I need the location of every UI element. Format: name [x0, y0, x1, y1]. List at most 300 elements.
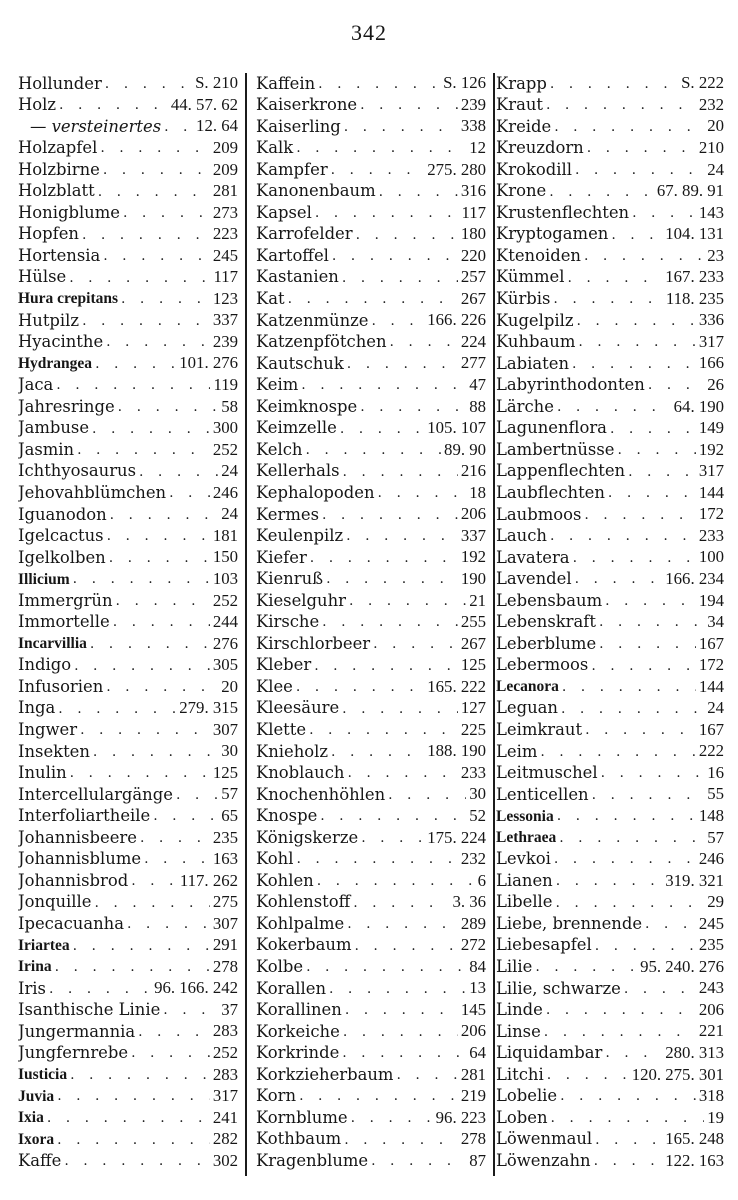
index-entry — [256, 396, 486, 418]
entry-pages: 289 — [460, 913, 486, 933]
index-entry — [496, 138, 724, 160]
entry-pages: 281 — [212, 181, 238, 201]
entry-pages: 96. 223 — [435, 1107, 486, 1127]
entry-pages: 125 — [212, 762, 238, 782]
dot-leader — [103, 249, 210, 263]
entry-term: Knieholz — [256, 741, 329, 761]
entry-pages: 163 — [212, 849, 238, 869]
entry-term: Kohlpalme — [256, 913, 345, 933]
entry-term: Jambuse — [18, 418, 90, 438]
index-entry — [256, 806, 486, 828]
dot-leader — [551, 1111, 705, 1125]
entry-term: Holzbirne — [18, 159, 100, 179]
entry-term: Krokodill — [496, 159, 572, 179]
dot-leader — [92, 422, 210, 436]
entry-term: Kastanien — [256, 267, 339, 287]
index-entry — [18, 1043, 238, 1065]
index-entry — [496, 956, 724, 978]
index-entry — [256, 310, 486, 332]
entry-pages: 104. 131 — [665, 224, 724, 244]
dot-leader — [645, 917, 696, 931]
entry-pages: 319. 321 — [665, 870, 724, 890]
dot-leader — [340, 422, 424, 436]
entry-pages: 64 — [469, 1042, 486, 1062]
dot-leader — [131, 874, 177, 888]
dot-leader — [632, 206, 696, 220]
index-entry — [496, 935, 724, 957]
entry-term: Ipecacuanha — [18, 913, 125, 933]
entry-term: Lessonia — [496, 807, 554, 825]
entry-pages: 172 — [698, 655, 724, 675]
dot-leader — [94, 896, 209, 910]
entry-term: Kokerbaum — [256, 935, 352, 955]
dot-leader — [332, 249, 458, 263]
index-entry — [18, 396, 238, 418]
dot-leader — [82, 228, 210, 242]
dot-leader — [176, 788, 218, 802]
index-entry — [18, 741, 238, 763]
index-entry — [496, 1150, 724, 1172]
dot-leader — [123, 206, 210, 220]
entry-term: Iriartea — [18, 936, 70, 954]
index-entry — [18, 655, 238, 677]
entry-term: Jaca — [18, 375, 54, 395]
entry-term: Kellerhals — [256, 461, 340, 481]
index-entry — [256, 439, 486, 461]
dot-leader — [562, 680, 696, 694]
entry-pages: 241 — [212, 1107, 238, 1127]
index-entry — [18, 73, 238, 95]
entry-pages: 20 — [707, 116, 724, 136]
entry-term: Karrofelder — [256, 224, 353, 244]
entry-term: Kürbis — [496, 289, 551, 309]
dot-leader — [70, 1068, 210, 1082]
dot-leader — [82, 314, 210, 328]
entry-term: Leim — [496, 741, 538, 761]
index-entry — [256, 870, 486, 892]
index-entry — [496, 849, 724, 871]
index-entry — [256, 267, 486, 289]
entry-term: Kelch — [256, 439, 303, 459]
dot-leader — [575, 163, 704, 177]
index-entry — [496, 784, 724, 806]
entry-pages: 316 — [460, 181, 486, 201]
dot-leader — [344, 1133, 458, 1147]
index-entry — [18, 525, 238, 547]
dot-leader — [345, 1003, 458, 1017]
entry-pages: 24 — [221, 504, 238, 524]
index-entry — [496, 288, 724, 310]
dot-leader — [318, 77, 440, 91]
index-entry — [256, 956, 486, 978]
entry-pages: 232 — [698, 94, 724, 114]
entry-pages: 305 — [212, 655, 238, 675]
entry-term: Kaffein — [256, 73, 316, 93]
index-entry — [496, 181, 724, 203]
entry-term: Immergrün — [18, 590, 113, 610]
index-entry — [18, 461, 238, 483]
entry-pages: 172 — [698, 504, 724, 524]
index-entry — [496, 504, 724, 526]
entry-term: Kreuzdorn — [496, 138, 584, 158]
index-entry — [256, 332, 486, 354]
entry-term: Kohlen — [256, 870, 314, 890]
dot-leader — [342, 1046, 466, 1060]
index-entry — [496, 1000, 724, 1022]
entry-pages: 67. 89. 91 — [656, 181, 724, 201]
entry-pages: 120. 275. 301 — [631, 1064, 724, 1084]
entry-pages: 221 — [698, 1021, 724, 1041]
index-entry — [496, 245, 724, 267]
entry-term: Liebesapfel — [496, 935, 592, 955]
entry-term: Kleesäure — [256, 698, 340, 718]
dot-leader — [547, 1068, 629, 1082]
dot-leader — [144, 852, 210, 866]
entry-pages: 16 — [707, 762, 724, 782]
entry-pages: 267 — [460, 288, 486, 308]
entry-pages: 243 — [698, 978, 724, 998]
index-entry — [18, 612, 238, 634]
dot-leader — [107, 529, 210, 543]
entry-pages: 30 — [469, 784, 486, 804]
entry-pages: 318 — [698, 1086, 724, 1106]
index-entry — [256, 719, 486, 741]
dot-leader — [628, 465, 696, 479]
index-entry — [256, 1107, 486, 1129]
entry-pages: 84 — [469, 956, 486, 976]
entry-term: Ingwer — [18, 719, 78, 739]
entry-term: Johannisbeere — [18, 827, 137, 847]
entry-pages: 21 — [469, 590, 486, 610]
entry-pages: 166 — [698, 353, 724, 373]
entry-term: Iris — [18, 978, 46, 998]
entry-pages: 57 — [707, 827, 724, 847]
dot-leader — [69, 271, 210, 285]
dot-leader — [344, 120, 458, 134]
index-entry — [18, 719, 238, 741]
dot-leader — [80, 723, 210, 737]
entry-pages: 317 — [698, 331, 724, 351]
entry-term: Kirschlorbeer — [256, 633, 371, 653]
entry-pages: 23 — [707, 245, 724, 265]
index-entry — [18, 116, 238, 138]
index-entry — [256, 892, 486, 914]
index-entry — [18, 245, 238, 267]
index-entry — [256, 418, 486, 440]
entry-term: Keimzelle — [256, 418, 337, 438]
entry-pages: 167 — [698, 719, 724, 739]
entry-term: Loben — [496, 1107, 548, 1127]
index-entry — [496, 612, 724, 634]
dot-leader — [95, 357, 176, 371]
index-entry — [496, 375, 724, 397]
entry-pages: 149 — [698, 418, 724, 438]
dot-leader — [599, 637, 696, 651]
index-entry — [256, 138, 486, 160]
index-entry — [18, 763, 238, 785]
entry-pages: 206 — [698, 999, 724, 1019]
entry-pages: 282 — [212, 1129, 238, 1149]
entry-term: Kreide — [496, 116, 552, 136]
entry-term: Lilie, schwarze — [496, 978, 621, 998]
entry-term: Hortensia — [18, 245, 101, 265]
index-entry — [496, 202, 724, 224]
dot-leader — [57, 1089, 210, 1103]
index-entry — [496, 827, 724, 849]
index-entry — [18, 956, 238, 978]
entry-term: Hopfen — [18, 224, 79, 244]
dot-leader — [584, 249, 704, 263]
entry-pages: 246 — [698, 849, 724, 869]
entry-term: Kieselguhr — [256, 590, 346, 610]
index-entry — [496, 267, 724, 289]
entry-pages: 52 — [469, 805, 486, 825]
dot-leader — [309, 723, 458, 737]
entry-pages: 192 — [460, 547, 486, 567]
entry-pages: 175. 224 — [427, 827, 486, 847]
entry-pages: 307 — [212, 719, 238, 739]
entry-term: Lethraea — [496, 829, 557, 847]
index-entry — [256, 525, 486, 547]
entry-pages: 29 — [707, 892, 724, 912]
index-entry — [18, 870, 238, 892]
index-entry — [256, 1086, 486, 1108]
index-entry — [496, 525, 724, 547]
dot-leader — [610, 422, 696, 436]
entry-term: Liquidambar — [496, 1043, 603, 1063]
dot-leader — [544, 1025, 696, 1039]
entry-pages: 167 — [698, 633, 724, 653]
entry-term: Klee — [256, 676, 293, 696]
dot-leader — [373, 637, 458, 651]
entry-term: Immortelle — [18, 612, 110, 632]
entry-pages: 307 — [212, 913, 238, 933]
dot-leader — [546, 1003, 696, 1017]
entry-pages: 19 — [707, 1107, 724, 1127]
dot-leader — [617, 443, 695, 457]
entry-pages: 255 — [460, 612, 486, 632]
entry-term: Korkeiche — [256, 1021, 340, 1041]
dot-leader — [98, 185, 210, 199]
dot-leader — [105, 77, 192, 91]
dot-leader — [306, 960, 466, 974]
entry-pages: 317 — [698, 461, 724, 481]
entry-term: Indigo — [18, 655, 72, 675]
dot-leader — [288, 292, 458, 306]
index-entry — [256, 655, 486, 677]
index-entry — [18, 439, 238, 461]
index-entry — [256, 913, 486, 935]
entry-pages: 223 — [212, 224, 238, 244]
entry-term: Kugelpilz — [496, 310, 574, 330]
entry-pages: 125 — [460, 655, 486, 675]
entry-term: Lärche — [496, 396, 554, 416]
entry-term: Intercellulargänge — [18, 784, 173, 804]
entry-pages: 245 — [212, 245, 238, 265]
dot-leader — [106, 680, 218, 694]
index-entry — [256, 741, 486, 763]
entry-pages: 206 — [460, 1021, 486, 1041]
index-entry — [18, 569, 238, 591]
dot-leader — [378, 486, 467, 500]
entry-pages: 96. 166. 242 — [154, 978, 238, 998]
dot-leader — [594, 1154, 663, 1168]
entry-pages: 145 — [460, 999, 486, 1019]
index-entry — [256, 849, 486, 871]
entry-pages: 188. 190 — [427, 741, 486, 761]
dot-leader — [557, 809, 696, 823]
entry-pages: 166. 226 — [427, 310, 486, 330]
entry-term: Lenticellen — [496, 784, 589, 804]
dot-leader — [540, 745, 695, 759]
entry-pages: 267 — [460, 633, 486, 653]
index-entry — [256, 375, 486, 397]
entry-term: Kümmel — [496, 267, 565, 287]
entry-pages: 18 — [469, 482, 486, 502]
entry-term: Hura crepitans — [18, 290, 119, 308]
index-entry — [256, 698, 486, 720]
index-entry — [18, 806, 238, 828]
dot-leader — [584, 508, 695, 522]
index-entry — [496, 396, 724, 418]
index-entry — [256, 1000, 486, 1022]
entry-term: Hydrangea — [18, 355, 93, 373]
entry-term: Inga — [18, 698, 56, 718]
entry-term: Kuhbaum — [496, 332, 576, 352]
entry-term: Löwenzahn — [496, 1150, 591, 1170]
index-entry — [18, 288, 238, 310]
entry-term: Knospe — [256, 806, 318, 826]
entry-pages: 143 — [698, 202, 724, 222]
entry-term: Knoblauch — [256, 763, 345, 783]
dot-leader — [592, 788, 705, 802]
index-entry — [496, 719, 724, 741]
index-entry — [18, 332, 238, 354]
index-entry — [496, 763, 724, 785]
entry-term: Litchi — [496, 1064, 544, 1084]
index-entry — [496, 633, 724, 655]
entry-term: Jungfernrebe — [18, 1043, 129, 1063]
index-entry — [18, 784, 238, 806]
entry-term: Lianen — [496, 870, 553, 890]
index-entry — [496, 806, 724, 828]
entry-term: Lecanora — [496, 678, 559, 696]
dot-leader — [64, 1154, 209, 1168]
index-entry — [256, 202, 486, 224]
index-entry — [256, 612, 486, 634]
dot-leader — [109, 551, 210, 565]
index-entry — [256, 784, 486, 806]
dot-leader — [560, 1089, 696, 1103]
entry-pages: 24 — [707, 698, 724, 718]
dot-leader — [164, 120, 193, 134]
dot-leader — [573, 551, 696, 565]
index-entry — [18, 1064, 238, 1086]
entry-term: Lambertnüsse — [496, 439, 615, 459]
index-entry — [496, 870, 724, 892]
dot-leader — [296, 680, 424, 694]
dot-leader — [315, 206, 459, 220]
dot-leader — [578, 335, 695, 349]
dot-leader — [331, 163, 425, 177]
index-entry — [18, 1000, 238, 1022]
index-entry — [256, 633, 486, 655]
entry-term: Lebensbaum — [496, 590, 603, 610]
entry-term: Kohlenstoff — [256, 892, 351, 912]
entry-pages: 276 — [212, 633, 238, 653]
entry-term: Keimknospe — [256, 396, 358, 416]
index-entry — [18, 418, 238, 440]
dot-leader — [535, 960, 637, 974]
dot-leader — [47, 1111, 210, 1125]
entry-pages: 225 — [460, 719, 486, 739]
entry-term: Korkzieherbaum — [256, 1064, 394, 1084]
dot-leader — [131, 1046, 210, 1060]
entry-term: Krone — [496, 181, 547, 201]
dot-leader — [305, 443, 441, 457]
dot-leader — [561, 702, 704, 716]
index-entry — [496, 116, 724, 138]
entry-term: Katzenpfötchen — [256, 332, 387, 352]
dot-leader — [546, 98, 696, 112]
dot-leader — [90, 637, 210, 651]
entry-pages: 101. 276 — [179, 353, 238, 373]
entry-pages: 6 — [477, 870, 486, 890]
dot-leader — [343, 1025, 458, 1039]
dot-leader — [343, 465, 458, 479]
dot-leader — [322, 615, 458, 629]
entry-term: Holz — [18, 95, 57, 115]
entry-pages: 206 — [460, 504, 486, 524]
entry-term: Kephalopoden — [256, 482, 375, 502]
entry-term: Korallinen — [256, 1000, 342, 1020]
entry-term: Löwenmaul — [496, 1129, 593, 1149]
dot-leader — [361, 831, 424, 845]
entry-pages: 233 — [460, 762, 486, 782]
dot-leader — [299, 1089, 458, 1103]
entry-pages: 117. 262 — [179, 870, 238, 890]
entry-pages: 47 — [469, 375, 486, 395]
entry-term: Lavatera — [496, 547, 570, 567]
index-entry — [496, 1107, 724, 1129]
entry-pages: 275. 280 — [427, 159, 486, 179]
dot-leader — [73, 572, 210, 586]
index-entry — [496, 1021, 724, 1043]
entry-term: Laubmoos — [496, 504, 582, 524]
dot-leader — [554, 852, 696, 866]
index-entry — [18, 676, 238, 698]
entry-term: Holzapfel — [18, 138, 98, 158]
page-number: 342 — [351, 20, 387, 45]
entry-term: Kermes — [256, 504, 319, 524]
index-entry — [496, 73, 724, 95]
index-entry — [256, 353, 486, 375]
entry-term: Johannisbrod — [18, 870, 129, 890]
entry-pages: 222 — [698, 741, 724, 761]
entry-pages: 12 — [469, 138, 486, 158]
index-entry — [496, 1086, 724, 1108]
entry-term: Inulin — [18, 763, 67, 783]
dot-leader — [322, 508, 458, 522]
dot-leader — [372, 314, 425, 328]
entry-term: Kragenblume — [256, 1150, 369, 1170]
entry-pages: 233 — [698, 525, 724, 545]
entry-pages: 117 — [461, 202, 486, 222]
dot-leader — [624, 982, 696, 996]
index-entry — [256, 461, 486, 483]
index-entry — [256, 181, 486, 203]
index-entry — [18, 95, 238, 117]
